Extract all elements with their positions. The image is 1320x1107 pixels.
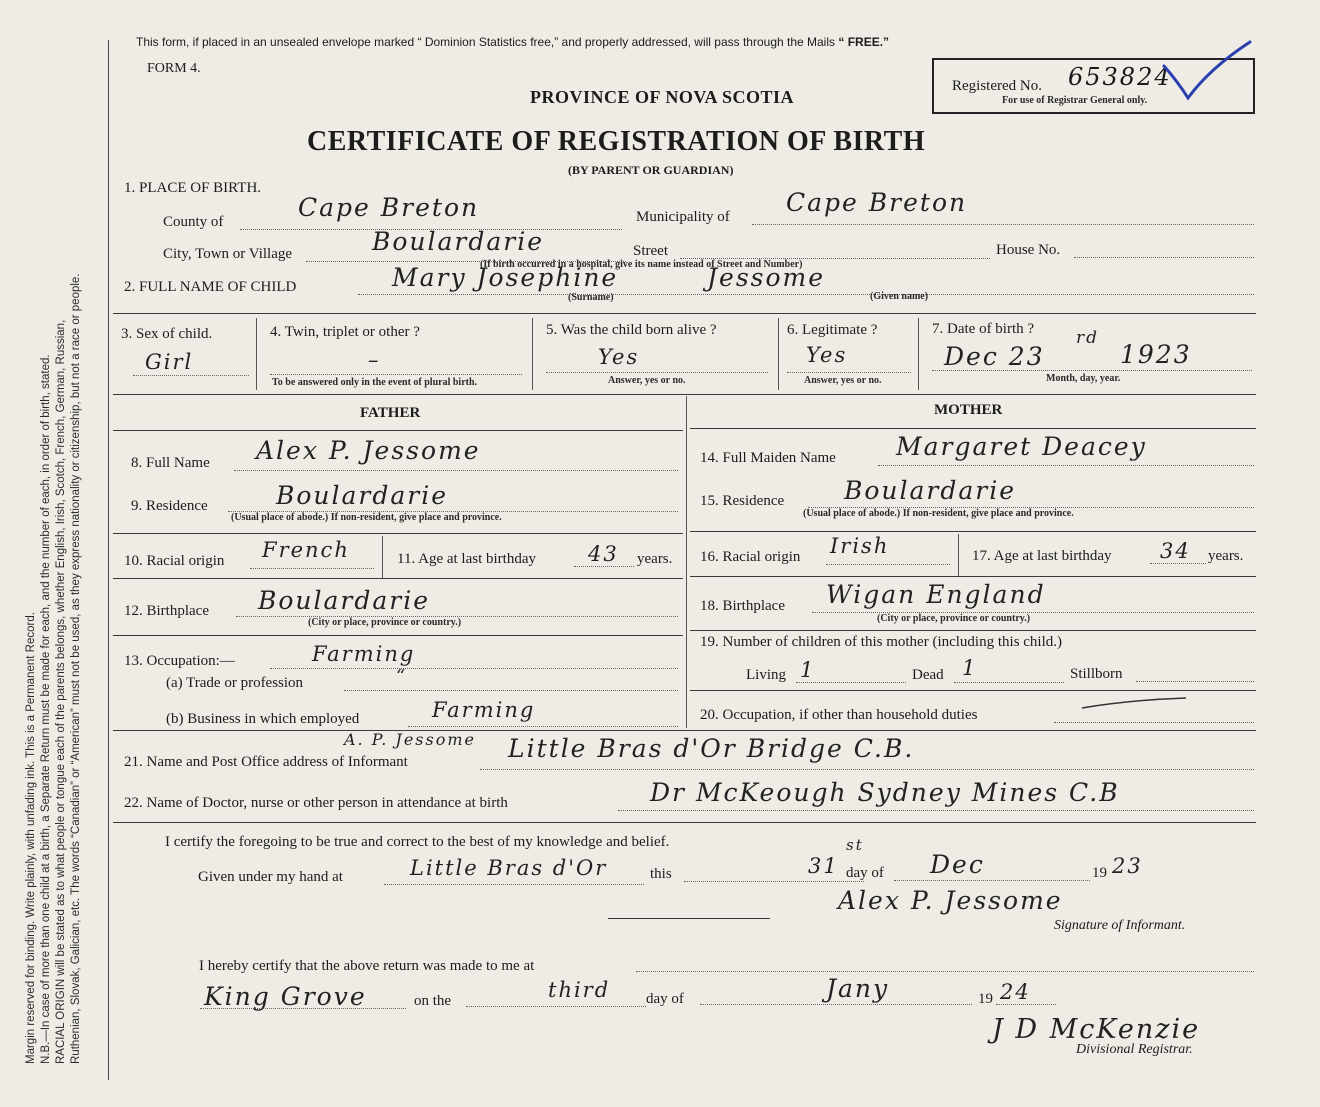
father-racial-value: French: [262, 538, 350, 562]
father-trade-line: [344, 690, 678, 691]
street-label: Street: [633, 243, 668, 259]
mother-name-line: [878, 465, 1254, 466]
father-occupation-label: 13. Occupation:—: [124, 653, 235, 669]
twin-line: [270, 374, 522, 375]
registered-number: 653824: [1068, 63, 1172, 91]
informant-address-value: Little Bras d'Or Bridge C.B.: [508, 734, 915, 763]
margin-note-1: Margin reserved for binding. Write plainly, with unfading ink. This is a Permanent Record.: [25, 612, 37, 1064]
father-years-label: years.: [637, 551, 673, 567]
dob-year: 1923: [1120, 340, 1192, 369]
municipality-label: Municipality of: [636, 209, 730, 225]
margin-note-3: RACIAL ORIGIN will be stated as to what people or tongue each of the parents belongs, whether English, Irish, Scotch, French, German, Russian,: [55, 319, 67, 1064]
father-birthplace-value: Boulardarie: [258, 586, 431, 615]
father-age-line: [574, 566, 634, 567]
twin-label: 4. Twin, triplet or other ?: [270, 324, 420, 340]
father-heading: FATHER: [360, 405, 421, 421]
on-the-label: on the: [414, 993, 452, 1009]
dob-month-day: Dec 23: [944, 342, 1045, 371]
given-day-line: [684, 881, 864, 882]
row-rule: [113, 635, 683, 636]
born-alive-line: [546, 372, 768, 373]
father-birthplace-label: 12. Birthplace: [124, 603, 209, 619]
row-rule: [690, 690, 1256, 691]
cell-divider: [256, 318, 257, 390]
given-under-label: Given under my hand at: [198, 869, 343, 885]
father-age-label: 11. Age at last birthday: [397, 551, 536, 567]
mother-name-label: 14. Full Maiden Name: [700, 450, 836, 466]
row-rule: [113, 730, 1256, 731]
legitimate-label: 6. Legitimate ?: [787, 322, 878, 338]
given-day-value: 31: [808, 854, 839, 878]
margin-note-4: Ruthenian, Slovak, Galician, etc. The words “Canadian” or “American” must not be used, as they express nationality or citizenship, but not a race or people.: [70, 273, 82, 1064]
hospital-note: (If birth occurred in a hospital, give its name instead of Street and Number): [480, 259, 803, 270]
row-rule: [113, 822, 1256, 823]
given-year-value: 23: [1112, 854, 1143, 878]
child-name-label: 2. FULL NAME OF CHILD: [124, 279, 297, 295]
child-name-line: [358, 294, 1254, 295]
mother-occupation-label: 20. Occupation, if other than household duties: [700, 707, 978, 723]
father-residence-value: Boulardarie: [276, 481, 449, 510]
row-rule: [690, 428, 1256, 429]
county-label: County of: [163, 214, 224, 230]
cell-divider: [382, 536, 383, 578]
registered-label: Registered No.: [952, 78, 1042, 94]
row-rule: [113, 394, 1256, 395]
row-rule: [113, 430, 683, 431]
city-value: Boulardarie: [372, 227, 545, 256]
house-no-label: House No.: [996, 242, 1061, 258]
informant-line: [480, 769, 1254, 770]
this-label: this: [650, 866, 672, 882]
row-rule: [690, 531, 1256, 532]
father-business-value: Farming: [432, 698, 536, 722]
hereby-line: [636, 971, 1254, 972]
dead-value: 1: [962, 656, 978, 680]
stillborn-line: [1136, 681, 1254, 682]
given-at-value: Little Bras d'Or: [410, 856, 608, 880]
living-line: [796, 682, 906, 683]
registrar-signature: J D McKenzie: [992, 1014, 1201, 1045]
received-year-prefix: 19: [978, 991, 993, 1007]
father-business-label: (b) Business in which employed: [166, 711, 360, 727]
father-occupation-value: Farming: [312, 642, 416, 666]
mother-name-value: Margaret Deacey: [896, 432, 1147, 461]
mother-heading: MOTHER: [934, 402, 1003, 418]
sex-label: 3. Sex of child.: [121, 326, 213, 342]
mother-years-label: years.: [1208, 548, 1244, 564]
received-year-line: [996, 1004, 1056, 1005]
born-alive-label: 5. Was the child born alive ?: [546, 322, 717, 338]
row-rule: [113, 313, 1256, 314]
dob-note: Month, day, year.: [1046, 373, 1121, 384]
received-month-line: [700, 1004, 972, 1005]
house-no-line: [1074, 257, 1254, 258]
certificate-subtitle: (BY PARENT OR GUARDIAN): [568, 163, 734, 177]
children-label: 19. Number of children of this mother (including this child.): [700, 634, 1063, 650]
child-name-last: Jessome: [707, 263, 826, 292]
surname-note: (Surname): [568, 292, 614, 303]
father-occupation-line: [270, 668, 678, 669]
received-month-value: Jany: [826, 974, 890, 1003]
given-day-suffix: st: [846, 836, 864, 854]
row-rule: [690, 576, 1256, 577]
day-of-label: day of: [846, 865, 884, 881]
father-residence-note: (Usual place of abode.) If non-resident, give place and province.: [231, 512, 502, 523]
binding-rule: [108, 40, 109, 1080]
row-rule: [113, 578, 683, 579]
given-month-value: Dec: [930, 850, 985, 879]
living-label: Living: [746, 667, 786, 683]
certificate-title: CERTIFICATE OF REGISTRATION OF BIRTH: [307, 126, 926, 157]
father-residence-label: 9. Residence: [131, 498, 208, 514]
mother-age-label: 17. Age at last birthday: [972, 548, 1112, 564]
cell-divider: [778, 318, 779, 390]
divisional-registrar-label: Divisional Registrar.: [1076, 1042, 1193, 1057]
place-of-birth-label: 1. PLACE OF BIRTH.: [124, 180, 262, 196]
mother-occupation-line: [1054, 722, 1254, 723]
informant-signature-label: Signature of Informant.: [1054, 918, 1186, 933]
municipality-value: Cape Breton: [786, 188, 968, 217]
row-rule: [113, 533, 683, 534]
mother-residence-label: 15. Residence: [700, 493, 785, 509]
twin-value: –: [368, 348, 381, 372]
dash-mark-icon: [1080, 694, 1190, 714]
sex-value: Girl: [145, 350, 194, 374]
received-at-value: King Grove: [204, 982, 367, 1011]
born-alive-value: Yes: [598, 345, 640, 369]
father-age-value: 43: [588, 542, 619, 566]
parent-divider: [686, 396, 687, 728]
informant-label: 21. Name and Post Office address of Informant: [124, 754, 408, 770]
mother-racial-line: [826, 564, 950, 565]
dob-suffix: rd: [1076, 328, 1100, 348]
father-racial-line: [250, 568, 374, 569]
father-birthplace-note: (City or place, province or country.): [308, 617, 462, 628]
row-rule: [690, 630, 1256, 631]
informant-signature: Alex P. Jessome: [838, 886, 1063, 915]
doctor-value: Dr McKeough Sydney Mines C.B: [650, 778, 1120, 807]
mail-notice: This form, if placed in an unsealed envelope marked “ Dominion Statistics free,” and properly addressed, will pass through the Mails “ FREE.”: [136, 35, 890, 49]
certify-statement: I certify the foregoing to be true and correct to the best of my knowledge and belief.: [165, 834, 670, 850]
received-year-value: 24: [1000, 980, 1031, 1004]
city-label: City, Town or Village: [163, 246, 293, 262]
province-heading: PROVINCE OF NOVA SCOTIA: [530, 87, 795, 107]
signature-rule: [608, 918, 770, 919]
mother-racial-value: Irish: [830, 534, 890, 558]
dead-line: [954, 682, 1064, 683]
form-number: FORM 4.: [147, 61, 201, 76]
informant-name-value: A. P. Jessome: [344, 730, 476, 749]
mother-age-line: [1150, 563, 1206, 564]
father-trade-label: (a) Trade or profession: [166, 675, 304, 691]
margin-notes: [24, 14, 84, 1064]
mother-birthplace-label: 18. Birthplace: [700, 598, 785, 614]
stillborn-label: Stillborn: [1070, 666, 1123, 682]
doctor-line: [618, 810, 1254, 811]
father-business-line: [408, 726, 678, 727]
sex-line: [133, 375, 249, 376]
cell-divider: [532, 318, 533, 390]
legitimate-note: Answer, yes or no.: [804, 375, 882, 386]
received-day-line: [466, 1006, 646, 1007]
hereby-statement: I hereby certify that the above return was made to me at: [199, 958, 535, 974]
mother-residence-value: Boulardarie: [844, 476, 1017, 505]
mother-age-value: 34: [1160, 539, 1191, 563]
day-of-label-2: day of: [646, 991, 684, 1007]
father-name-label: 8. Full Name: [131, 455, 210, 471]
mother-residence-note: (Usual place of abode.) If non-resident, give place and province.: [803, 508, 1074, 519]
received-at-line: [200, 1008, 406, 1009]
cell-divider: [918, 318, 919, 390]
mother-racial-label: 16. Racial origin: [700, 549, 801, 565]
mother-birthplace-value: Wigan England: [826, 580, 1046, 609]
cell-divider: [958, 534, 959, 576]
municipality-line: [752, 224, 1254, 225]
legitimate-line: [787, 372, 911, 373]
county-value: Cape Breton: [298, 193, 480, 222]
margin-note-2: N.B.—In case of more than one child at a birth, a Separate Return must be made for each, and the number of each, in order of birth, stated.: [40, 354, 52, 1064]
checkmark-icon: [1160, 38, 1256, 106]
mother-birthplace-note: (City or place, province or country.): [877, 613, 1031, 624]
legitimate-value: Yes: [806, 343, 848, 367]
mail-free: “ FREE.”: [838, 35, 890, 49]
given-year-prefix: 19: [1092, 865, 1107, 881]
dob-label: 7. Date of birth ?: [932, 321, 1035, 337]
father-trade-value: “: [396, 666, 408, 687]
received-day-value: third: [548, 978, 611, 1002]
given-name-note: (Given name): [870, 291, 929, 302]
father-racial-label: 10. Racial origin: [124, 553, 225, 569]
doctor-label: 22. Name of Doctor, nurse or other person in attendance at birth: [124, 795, 508, 811]
living-value: 1: [800, 658, 816, 682]
given-at-line: [384, 884, 644, 885]
registrar-use-note: For use of Registrar General only.: [1002, 95, 1148, 106]
twin-note: To be answered only in the event of plural birth.: [272, 377, 478, 388]
born-alive-note: Answer, yes or no.: [608, 375, 686, 386]
child-name-first: Mary Josephine: [392, 263, 619, 292]
given-month-line: [894, 880, 1090, 881]
dead-label: Dead: [912, 667, 944, 683]
father-name-value: Alex P. Jessome: [256, 436, 481, 465]
father-name-line: [234, 470, 678, 471]
